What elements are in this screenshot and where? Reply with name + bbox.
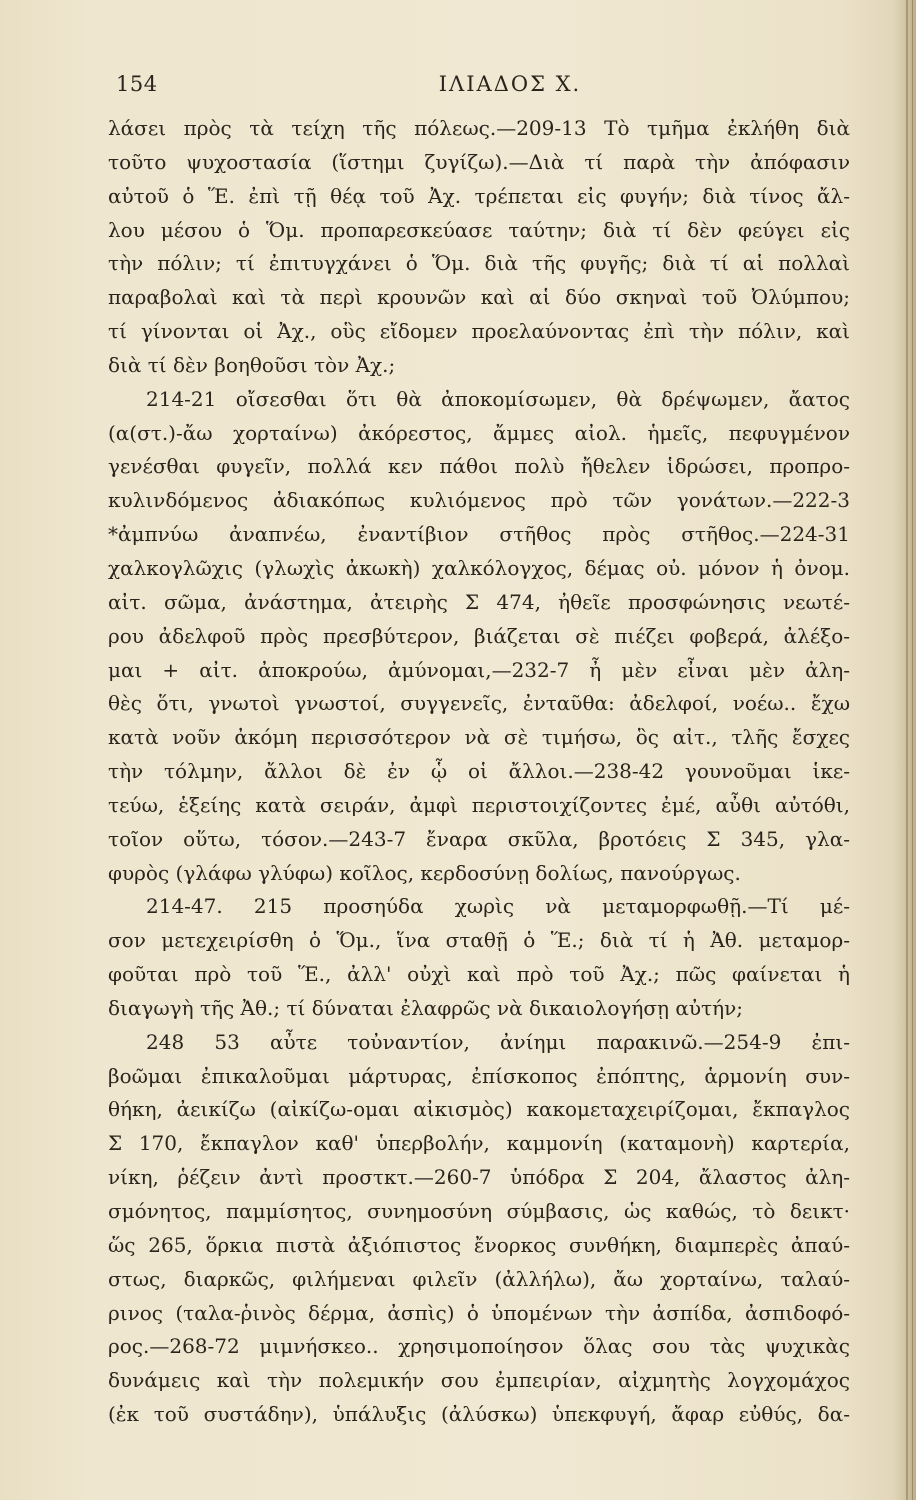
page-edge-line-outer xyxy=(912,0,913,1500)
text-line: θήκη, ἀεικίζω (αἰκίζω-ομαι αἰκισμὸς) κακομεταχειρίζομαι, ἔκπαγλος xyxy=(108,1097,850,1122)
text-line: (α(στ.)-ἄω χορταίνω) ἀκόρεστος, ἄμμες αἰολ. ἡμεῖς, πεφυγμένον xyxy=(108,420,850,445)
text-line: κυλινδόμενος ἀδιακόπως κυλιόμενος πρὸ τῶν γονάτων.—222-3 xyxy=(108,488,850,513)
text-line: αὐτοῦ ὁ Ἕ. ἐπὶ τῇ θέᾳ τοῦ Ἀχ. τρέπεται εἰς φυγήν; διὰ τίνος ἄλ- xyxy=(108,183,850,208)
text-line: 214-21 οἴσεσθαι ὅτι θὰ ἀποκομίσωμεν, θὰ δρέψωμεν, ἄατος xyxy=(146,386,850,411)
running-head: ΙΛΙΑΔΟΣ Χ. xyxy=(438,72,582,96)
text-line: ρος.—268-72 μιμνήσκεο.. χρησιμοποίησον ὅλας σου τὰς ψυχικὰς xyxy=(108,1334,850,1359)
text-line: τοῦτο ψυχοστασία (ἵστημι ζυγίζω).—Διὰ τί παρὰ τὴν ἀπόφασιν xyxy=(108,149,850,174)
text-line: (ἐκ τοῦ συστάδην), ὑπάλυξις (ἀλύσκω) ὑπεκφυγή, ἄφαρ εὐθύς, δα- xyxy=(108,1402,850,1427)
text-line: τεύω, ἑξείης κατὰ σειράν, ἀμφὶ περιστοιχίζοντες ἐμέ, αὖθι αὐτόθι, xyxy=(108,792,850,817)
text-line: σον μετεχειρίσθη ὁ Ὅμ., ἵνα σταθῇ ὁ Ἕ.; διὰ τί ἡ Ἀθ. μεταμορ- xyxy=(108,928,850,953)
text-line: θὲς ὅτι, γνωτοὶ γνωστοί, συγγενεῖς, ἐνταῦθα: ἀδελφοί, νοέω.. ἔχω xyxy=(108,691,850,716)
text-line: λάσει πρὸς τὰ τείχη τῆς πόλεως.—209-13 Τὸ τμῆμα ἐκλήθη διὰ xyxy=(108,116,850,140)
text-line: βοῶμαι ἐπικαλοῦμαι μάρτυρας, ἐπίσκοπος ἐπόπτης, ἁρμονίη συν- xyxy=(108,1063,850,1088)
text-line: τὴν τόλμην, ἄλλοι δὲ ἐν ᾧ οἱ ἄλλοι.—238-42 γουνοῦμαι ἱκε- xyxy=(108,759,850,784)
text-line: ρινος (ταλα-ῥινὸς δέρμα, ἀσπὶς) ὁ ὑπομένων τὴν ἀσπίδα, ἀσπιδοφό- xyxy=(108,1300,850,1325)
text-line: *ἀμπνύω ἀναπνέω, ἐναντίβιον στῆθος πρὸς στῆθος.—224-31 xyxy=(108,522,850,547)
text-line: κατὰ νοῦν ἀκόμη περισσότερον νὰ σὲ τιμήσω, ὃς αἰτ., τλῆς ἔσχες xyxy=(108,725,850,750)
text-line: τί γίνονται οἱ Ἀχ., οὓς εἴδομεν προελαύνοντας ἐπὶ τὴν πόλιν, καὶ xyxy=(108,319,850,344)
text-line: 248 53 αὖτε τοὐναντίον, ἀνίημι παρακινῶ.—254-9 ἐπι- xyxy=(146,1029,850,1054)
text-line: διαγωγὴ τῆς Ἀθ.; τί δύναται ἐλαφρῶς νὰ δικαιολογήσῃ αὐτήν; xyxy=(108,995,743,1020)
text-line: φυρὸς (γλάφω γλύφω) κοῖλος, κερδοσύνῃ δολίως, πανούργως. xyxy=(108,860,741,885)
text-line: τὴν πόλιν; τί ἐπιτυγχάνει ὁ Ὅμ. διὰ τῆς φυγῆς; διὰ τί αἱ πολλαὶ xyxy=(108,251,850,276)
text-line: 214-47. 215 προσηύδα χωρὶς νὰ μεταμορφωθῇ.—Τί μέ- xyxy=(146,894,850,919)
text-line: μαι + αἰτ. ἀποκρούω, ἀμύνομαι,—232-7 ἦ μὲν εἶναι μὲν ἀλη- xyxy=(108,657,850,682)
text-line: διὰ τί δὲν βοηθοῦσι τὸν Ἀχ.; xyxy=(108,352,396,377)
text-line: ρου ἀδελφοῦ πρὸς πρεσβύτερον, βιάζεται σὲ πιέζει φοβερά, ἀλέξο- xyxy=(108,623,850,648)
text-line: αἰτ. σῶμα, ἀνάστημα, ἀτειρὴς Σ 474, ἠθεῖε προσφώνησις νεωτέ- xyxy=(108,589,850,614)
page-edge-line xyxy=(906,0,908,1500)
text-line: ὥς 265, ὅρκια πιστὰ ἀξιόπιστος ἔνορκος συνθήκη, διαμπερὲς ἀπαύ- xyxy=(108,1232,850,1257)
text-line: γενέσθαι φυγεῖν, πολλά κεν πάθοι πολὺ ἤθελεν ἱδρώσει, προπρο- xyxy=(108,454,850,479)
text-line: φοῦται πρὸ τοῦ Ἕ., ἀλλ' οὐχὶ καὶ πρὸ τοῦ Ἀχ.; πῶς φαίνεται ἡ xyxy=(108,962,850,987)
text-line: χαλκογλῶχις (γλωχὶς ἀκωκὴ) χαλκόλογχος, δέμας οὐ. μόνον ἡ ὀνομ. xyxy=(108,555,850,580)
text-line: λου μέσου ὁ Ὅμ. προπαρεσκεύασε ταύτην; διὰ τί δὲν φεύγει εἰς xyxy=(108,217,850,242)
text-line: στως, διαρκῶς, φιλήμεναι φιλεῖν (ἀλλήλω), ἄω χορταίνω, ταλαύ- xyxy=(108,1266,850,1291)
text-line: δυνάμεις καὶ τὴν πολεμικήν σου ἐμπειρίαν, αἰχμητὴς λογχομάχος xyxy=(108,1368,850,1393)
page-header xyxy=(110,72,850,104)
text-line: τοῖον οὕτω, τόσον.—243-7 ἔναρα σκῦλα, βροτόεις Σ 345, γλα- xyxy=(108,826,850,851)
text-line: παραβολαὶ καὶ τὰ περὶ κρουνῶν καὶ αἱ δύο σκηναὶ τοῦ Ὀλύμπου; xyxy=(108,285,850,310)
page-number: 154 xyxy=(116,72,158,96)
text-line: Σ 170, ἔκπαγλον καθ' ὑπερβολήν, καμμονίη (καταμονὴ) καρτερία, xyxy=(108,1131,850,1156)
text-line: σμόνητος, παμμίσητος, συνημοσύνη σύμβασις, ὡς καθώς, τὸ δεικτ· xyxy=(108,1199,850,1223)
commentary-text xyxy=(108,112,850,1432)
text-line: νίκη, ῥέζειν ἀντὶ προστκτ.—260-7 ὑπόδρα Σ 204, ἄλαστος ἀλη- xyxy=(108,1165,850,1190)
